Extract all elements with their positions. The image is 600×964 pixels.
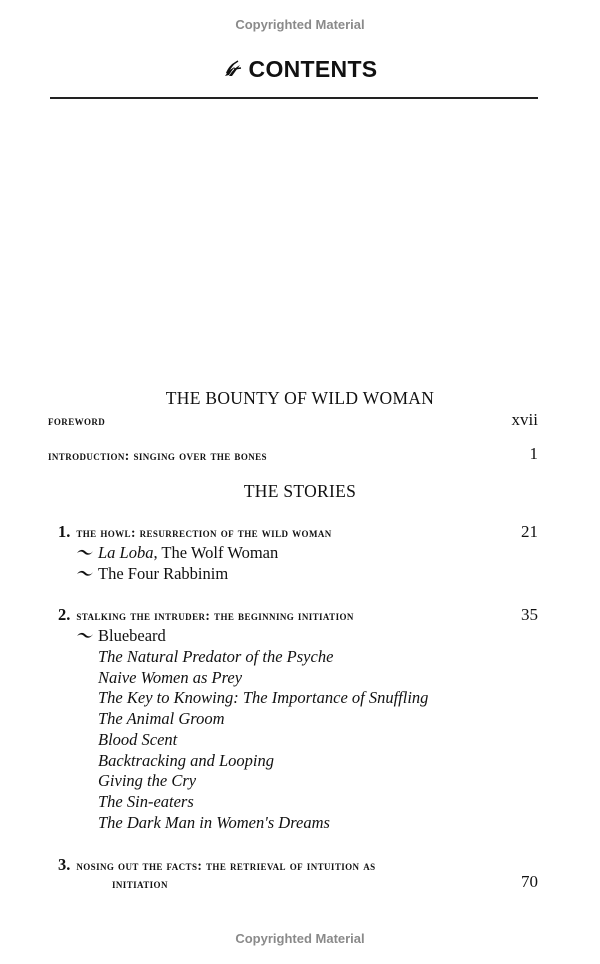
toc-entry-label: introduction: singing over the bones bbox=[48, 448, 267, 463]
swash-bullet-icon bbox=[76, 630, 94, 640]
toc-chapter-3[interactable] bbox=[58, 855, 538, 875]
chapter-title: the howl: resurrection of the wild woman bbox=[76, 525, 332, 540]
toc-subsection[interactable]: Blood Scent bbox=[98, 730, 178, 749]
toc-page-number: 35 bbox=[521, 605, 538, 624]
chapter-number: 3. bbox=[58, 855, 71, 874]
story-title: Bluebeard bbox=[98, 626, 166, 645]
toc-story-bluebeard[interactable] bbox=[76, 626, 166, 646]
copyright-watermark-bottom: Copyrighted Material bbox=[235, 931, 365, 946]
toc-subsection[interactable]: The Dark Man in Women's Dreams bbox=[98, 813, 330, 832]
toc-story-four-rabbinim[interactable] bbox=[76, 564, 228, 584]
toc-page-number: 1 bbox=[529, 444, 538, 463]
toc-entry-introduction[interactable] bbox=[48, 444, 538, 465]
swash-bullet-icon bbox=[76, 547, 94, 557]
story-title: The Four Rabbinim bbox=[98, 564, 229, 583]
toc-page-number: xvii bbox=[511, 410, 538, 429]
toc-chapter-1[interactable] bbox=[58, 522, 538, 542]
page-title bbox=[0, 56, 600, 83]
toc-subsection[interactable]: The Sin-eaters bbox=[98, 792, 194, 811]
copyright-watermark-top: Copyrighted Material bbox=[235, 17, 365, 32]
toc-page-number: 70 bbox=[521, 872, 538, 891]
toc-subsection[interactable]: The Animal Groom bbox=[98, 709, 225, 728]
toc-subsection[interactable]: Naive Women as Prey bbox=[98, 668, 243, 687]
section-heading-bounty: THE BOUNTY OF WILD WOMAN bbox=[165, 388, 435, 408]
toc-entry-label: foreword bbox=[48, 413, 106, 428]
toc-subsection[interactable]: The Natural Predator of the Psyche bbox=[98, 647, 334, 666]
story-title: , The Wolf Woman bbox=[153, 543, 279, 562]
section-heading-stories: THE STORIES bbox=[243, 481, 357, 501]
chapter-title-continued: initiation bbox=[112, 876, 168, 891]
swash-bullet-icon bbox=[76, 568, 94, 578]
chapter-title: nosing out the facts: the retrieval of intuition as bbox=[76, 858, 376, 873]
chapter-number: 2. bbox=[58, 605, 71, 624]
toc-entry-foreword[interactable] bbox=[48, 412, 538, 430]
toc-chapter-2[interactable] bbox=[58, 605, 538, 625]
toc-subsection[interactable]: The Key to Knowing: The Importance of Snuffling bbox=[98, 688, 429, 707]
toc-subsection[interactable]: Backtracking and Looping bbox=[98, 751, 274, 770]
toc-subsection[interactable]: Giving the Cry bbox=[98, 771, 197, 790]
toc-page-number: 21 bbox=[521, 522, 538, 541]
toc-story-la-loba[interactable] bbox=[76, 543, 278, 563]
story-title-italic: La Loba bbox=[98, 543, 154, 562]
chapter-number: 1. bbox=[58, 522, 71, 541]
contents-heading: CONTENTS bbox=[248, 56, 378, 82]
header-rule bbox=[50, 97, 538, 99]
leaf-flourish-icon bbox=[223, 59, 243, 79]
chapter-title: stalking the intruder: the beginning initiation bbox=[76, 608, 354, 623]
